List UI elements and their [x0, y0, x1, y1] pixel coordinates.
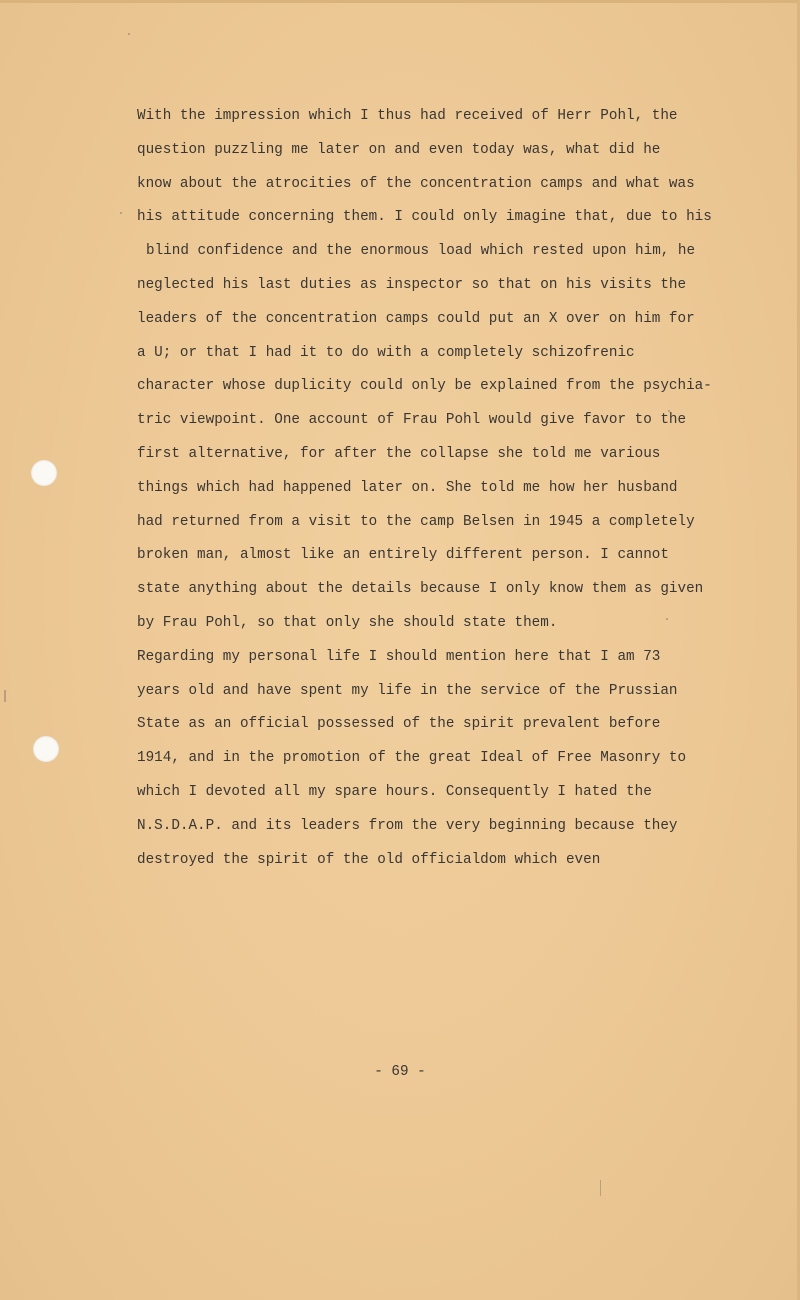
text-line: a U; or that I had it to do with a completely schizofrenic: [137, 344, 635, 361]
text-line: by Frau Pohl, so that only she should state them.: [137, 614, 558, 631]
text-line: State as an official possessed of the spirit prevalent before: [137, 716, 661, 733]
punch-hole: [33, 736, 59, 762]
paper-speck: [120, 212, 122, 214]
page-top-edge: [0, 0, 800, 3]
text-line: which I devoted all my spare hours. Consequently I hated the: [137, 783, 652, 800]
text-line: Regarding my personal life I should mention here that I am 73: [137, 648, 661, 665]
paper-speck: [666, 618, 668, 620]
text-line: destroyed the spirit of the old officialdom which even: [137, 851, 601, 868]
paper-speck: [668, 410, 670, 412]
text-line: 1914, and in the promotion of the great Ideal of Free Masonry to: [137, 750, 687, 767]
text-line: things which had happened later on. She told me how her husband: [137, 479, 678, 496]
text-line: broken man, almost like an entirely different person. I cannot: [137, 547, 669, 564]
text-line: question puzzling me later on and even today was, what did he: [137, 141, 661, 158]
text-line: neglected his last duties as inspector so that on his visits the: [137, 276, 687, 293]
text-line: N.S.D.A.P. and its leaders from the very beginning because they: [137, 817, 678, 834]
text-line: blind confidence and the enormous load which rested upon him, he: [146, 243, 696, 260]
text-line: first alternative, for after the collapse she told me various: [137, 445, 661, 462]
text-line: state anything about the details because I only know them as given: [137, 581, 704, 598]
text-line: character whose duplicity could only be explained from the psychia-: [137, 378, 712, 395]
text-line: With the impression which I thus had received of Herr Pohl, the: [137, 108, 678, 124]
paper-speck: [4, 690, 6, 702]
text-line: his attitude concerning them. I could only imagine that, due to his: [137, 209, 712, 226]
text-line: had returned from a visit to the camp Belsen in 1945 a completely: [137, 513, 695, 530]
typewritten-body: [137, 100, 712, 877]
text-line: leaders of the concentration camps could put an X over on him for: [137, 310, 695, 327]
paper-speck: [600, 1180, 601, 1196]
text-line: tric viewpoint. One account of Frau Pohl would give favor to the: [137, 412, 687, 429]
page-number: - 69 -: [374, 1064, 426, 1080]
punch-hole: [31, 460, 57, 486]
paper-speck: [128, 33, 130, 35]
text-line: years old and have spent my life in the service of the Prussian: [137, 682, 678, 699]
text-line: know about the atrocities of the concentration camps and what was: [137, 175, 695, 192]
